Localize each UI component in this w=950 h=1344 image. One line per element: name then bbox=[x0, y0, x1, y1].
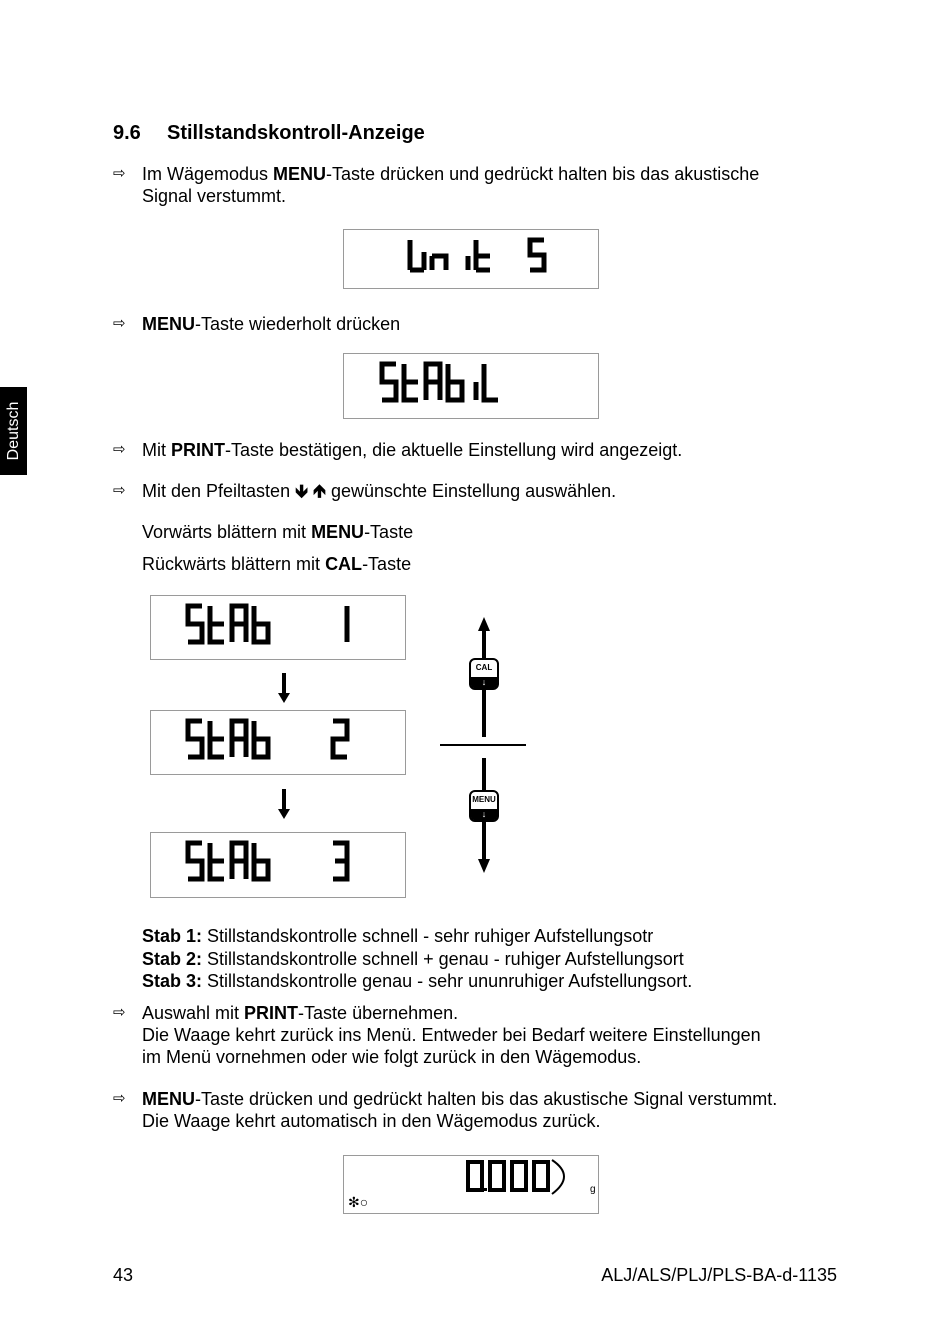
display-stab-3-digits bbox=[151, 833, 407, 899]
step-1-pre: Im Wägemodus bbox=[142, 164, 274, 184]
language-tab bbox=[0, 387, 27, 475]
definition-label: Stab 1: bbox=[142, 926, 203, 946]
display-weight bbox=[343, 1155, 599, 1214]
definition-item bbox=[142, 925, 692, 948]
cal-key bbox=[469, 658, 499, 690]
display-stab-1 bbox=[150, 595, 406, 660]
document-id: ALJ/ALS/PLJ/PLS-BA-d-1135 bbox=[601, 1265, 837, 1285]
step-3 bbox=[142, 439, 682, 461]
step-4-post: gewünschte Einstellung auswählen. bbox=[325, 481, 617, 501]
display-weight-digits bbox=[344, 1156, 600, 1215]
display-stabil-digits bbox=[344, 354, 600, 420]
step-3-pre: Mit bbox=[142, 440, 171, 460]
key-navigation-lines bbox=[430, 615, 540, 880]
display-stab-2-digits bbox=[151, 711, 407, 776]
accept-post: -Taste übernehmen. bbox=[298, 1003, 459, 1023]
step-arrow-icon: ⇨ bbox=[113, 1004, 126, 1021]
cal-key-down-icon: ↓ bbox=[471, 677, 497, 688]
scroll-forward-post: -Taste bbox=[364, 522, 414, 542]
section-title: Stillstandskontroll-Anzeige bbox=[167, 122, 425, 144]
scroll-forward-pre: Vorwärts blättern mit bbox=[142, 522, 312, 542]
step-arrow-icon: ⇨ bbox=[113, 165, 126, 182]
definition-text: Stillstandskontrolle schnell + genau - ruhiger Aufstellungsort bbox=[202, 948, 684, 969]
step-2-post: -Taste wiederholt drücken bbox=[195, 314, 401, 334]
weight-unit: g bbox=[590, 1184, 596, 1195]
step-accept bbox=[142, 1002, 761, 1068]
step-arrow-icon: ⇨ bbox=[113, 1090, 126, 1107]
final-post: -Taste drücken und gedrückt halten bis das akustische Signal verstummt. bbox=[195, 1089, 778, 1109]
cal-key-label: CAL bbox=[475, 663, 493, 672]
section-number: 9.6 bbox=[113, 122, 141, 144]
display-stab-3 bbox=[150, 832, 406, 898]
step-arrow-icon: ⇨ bbox=[113, 482, 126, 499]
section-heading bbox=[113, 122, 425, 145]
step-3-post: -Taste bestätigen, die aktuelle Einstellung wird angezeigt. bbox=[225, 440, 683, 460]
page-number: 43 bbox=[113, 1265, 134, 1285]
arrow-down-icon bbox=[278, 673, 290, 703]
step-1-post: -Taste drücken und gedrückt halten bis das akustische bbox=[326, 164, 760, 184]
display-units bbox=[343, 229, 599, 289]
scroll-backward bbox=[142, 553, 411, 575]
scroll-forward bbox=[142, 521, 413, 543]
down-up-arrow-icon: 🡻 🡹 bbox=[295, 481, 326, 501]
scroll-backward-key: CAL bbox=[325, 554, 363, 574]
final-key: MENU bbox=[142, 1089, 195, 1109]
arrow-down-icon bbox=[278, 789, 290, 819]
accept-key: PRINT bbox=[244, 1003, 299, 1023]
step-1-key: MENU bbox=[273, 164, 327, 184]
step-final bbox=[142, 1088, 777, 1132]
definition-text: Stillstandskontrolle genau - sehr ununruhiger Aufstellungsort. bbox=[202, 971, 693, 991]
language-tab-label: Deutsch bbox=[4, 401, 22, 461]
scroll-backward-pre: Rückwärts blättern mit bbox=[142, 554, 326, 574]
scroll-forward-key: MENU bbox=[311, 522, 365, 542]
step-arrow-icon: ⇨ bbox=[113, 441, 126, 458]
display-units-digits bbox=[344, 230, 600, 290]
definition-text: Stillstandskontrolle schnell - sehr ruhiger Aufstellungsotr bbox=[202, 926, 654, 946]
accept-pre: Auswahl mit bbox=[142, 1003, 245, 1023]
stab-definitions bbox=[142, 925, 692, 993]
definition-item bbox=[142, 948, 692, 971]
accept-line3: im Menü vornehmen oder wie folgt zurück in den Wägemodus. bbox=[142, 1047, 642, 1067]
menu-key-label: MENU bbox=[472, 795, 496, 804]
step-3-key: PRINT bbox=[171, 440, 225, 460]
step-1 bbox=[142, 163, 759, 207]
display-stab-2 bbox=[150, 710, 406, 775]
step-4-pre: Mit den Pfeiltasten bbox=[142, 481, 296, 501]
step-1-line2: Signal verstummt. bbox=[142, 186, 287, 206]
menu-key bbox=[469, 790, 499, 822]
definition-label: Stab 2: bbox=[142, 948, 203, 969]
definition-label: Stab 3: bbox=[142, 971, 203, 991]
accept-line2: Die Waage kehrt zurück ins Menü. Entweder bei Bedarf weitere Einstellungen bbox=[142, 1025, 761, 1045]
key-navigation-diagram bbox=[430, 615, 540, 880]
definition-item bbox=[142, 970, 692, 993]
menu-key-down-icon: ↓ bbox=[471, 809, 497, 820]
scroll-backward-post: -Taste bbox=[362, 554, 412, 574]
step-arrow-icon: ⇨ bbox=[113, 315, 126, 332]
stability-asterisk-circle-icon: ✻○ bbox=[348, 1194, 369, 1210]
step-2-key: MENU bbox=[142, 314, 195, 334]
display-stabil bbox=[343, 353, 599, 419]
step-2 bbox=[142, 313, 400, 335]
step-4 bbox=[142, 480, 616, 502]
final-line2: Die Waage kehrt automatisch in den Wägemodus zurück. bbox=[142, 1111, 601, 1131]
display-stab-1-digits bbox=[151, 596, 407, 661]
